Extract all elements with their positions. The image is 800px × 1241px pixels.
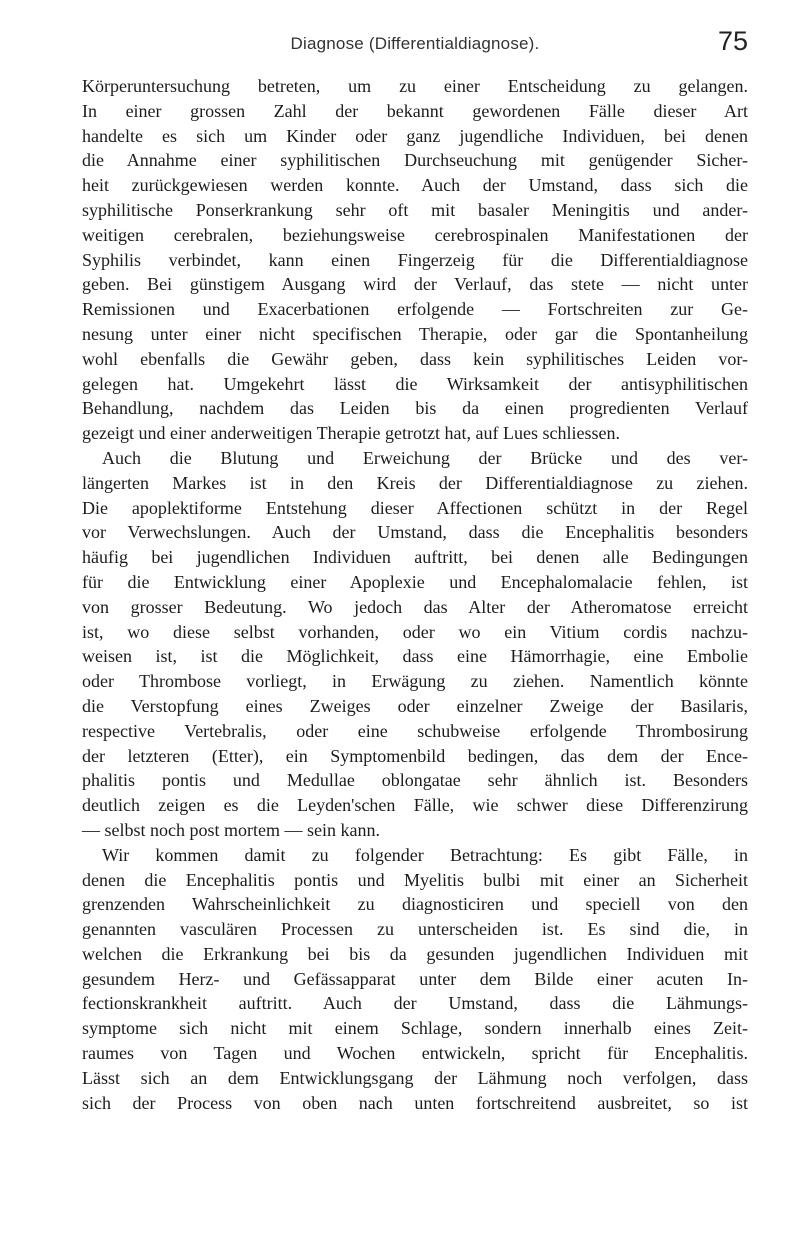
text-line: denen die Encephalitis pontis und Myelitis bulbi mit einer an Sicherheit [82,869,748,890]
text-line: phalitis pontis und Medullae oblongatae sehr ähnlich ist. Besonders [82,770,748,791]
text-line: vor Verwechslungen. Auch der Umstand, dass die Encephalitis besonders [82,522,748,543]
text-line: nesung unter einer nicht specifischen Therapie, oder gar die Spontanheilung [82,323,748,344]
text-line: handelte es sich um Kinder oder ganz jugendliche Individuen, bei denen [82,125,748,146]
text-line: gesundem Herz- und Gefässapparat unter dem Bilde einer acuten In- [82,968,748,989]
text-line: längerten Markes ist in den Kreis der Differentialdiagnose zu ziehen. [82,472,748,493]
text-line: von grosser Bedeutung. Wo jedoch das Alter der Atheromatose erreicht [82,596,748,617]
text-line: die Annahme einer syphilitischen Durchseuchung mit genügender Sicher- [82,150,748,171]
text-line: die Verstopfung eines Zweiges oder einzelner Zweige der Basilaris, [82,695,748,716]
text-line: ist, wo diese selbst vorhanden, oder wo ein Vitium cordis nachzu- [82,621,748,642]
text-line: Auch die Blutung und Erweichung der Brücke und des ver- [102,447,748,468]
paragraph-1 [82,74,748,446]
text-line: gezeigt und einer anderweitigen Therapie getrotzt hat, auf Lues schliessen. [82,423,620,444]
text-line: Die apoplektiforme Entstehung dieser Affectionen schützt in der Regel [82,497,748,518]
text-line: — selbst noch post mortem — sein kann. [82,819,380,840]
running-title: Diagnose (Differentialdiagnose). [290,34,540,53]
page-number: 75 [717,26,748,56]
text-line: symptome sich nicht mit einem Schlage, sondern innerhalb eines Zeit- [82,1018,748,1039]
text-line: In einer grossen Zahl der bekannt gewordenen Fälle dieser Art [82,100,748,121]
text-line: fectionskrankheit auftritt. Auch der Umstand, dass die Lähmungs- [82,993,748,1014]
text-line: häufig bei jugendlichen Individuen auftritt, bei denen alle Bedingungen [82,547,748,568]
page-header [82,18,748,58]
text-line: weitigen cerebralen, beziehungsweise cerebrospinalen Manifestationen der [82,224,748,245]
text-line: sich der Process von oben nach unten fortschreitend ausbreitet, so ist [82,1092,748,1113]
text-line: geben. Bei günstigem Ausgang wird der Verlauf, das stete — nicht unter [82,274,748,295]
text-line: gelegen hat. Umgekehrt lässt die Wirksamkeit der antisyphilitischen [82,373,748,394]
paragraph-3 [82,843,748,1116]
paragraph-2 [82,446,748,843]
text-line: weisen ist, ist die Möglichkeit, dass eine Hämorrhagie, eine Embolie [82,646,748,667]
text-line: syphilitische Ponserkrankung sehr oft mit basaler Meningitis und ander- [82,199,748,220]
text-line: der letzteren (Etter), ein Symptomenbild bedingen, das dem der Ence- [82,745,748,766]
text-line: für die Entwicklung einer Apoplexie und Encephalomalacie fehlen, ist [82,571,748,592]
text-line: Wir kommen damit zu folgender Betrachtung: Es gibt Fälle, in [102,844,748,865]
text-line: grenzenden Wahrscheinlichkeit zu diagnosticiren und speciell von den [82,894,748,915]
text-line: Körperuntersuchung betreten, um zu einer Entscheidung zu gelangen. [82,76,748,96]
text-line: heit zurückgewiesen werden konnte. Auch der Umstand, dass sich die [82,175,748,196]
text-line: welchen die Erkrankung bei bis da gesunden jugendlichen Individuen mit [82,943,748,964]
text-line: raumes von Tagen und Wochen entwickeln, spricht für Encephalitis. [82,1043,748,1064]
text-line: deutlich zeigen es die Leyden'schen Fälle, wie schwer diese Differenzirung [82,795,748,816]
text-line: Lässt sich an dem Entwicklungsgang der Lähmung noch verfolgen, dass [82,1067,748,1088]
text-line: wohl ebenfalls die Gewähr geben, dass kein syphilitisches Leiden vor- [82,348,748,369]
text-line: Remissionen und Exacerbationen erfolgende — Fortschreiten zur Ge- [82,299,748,320]
text-line: genannten vasculären Processen zu unterscheiden ist. Es sind die, in [82,919,748,940]
text-line: Syphilis verbindet, kann einen Fingerzeig für die Differentialdiagnose [82,249,748,270]
text-line: respective Vertebralis, oder eine schubweise erfolgende Thrombosirung [82,720,748,741]
body-text [82,74,748,1115]
text-line: oder Thrombose vorliegt, in Erwägung zu ziehen. Namentlich könnte [82,671,748,692]
text-line: Behandlung, nachdem das Leiden bis da einen progredienten Verlauf [82,398,748,419]
